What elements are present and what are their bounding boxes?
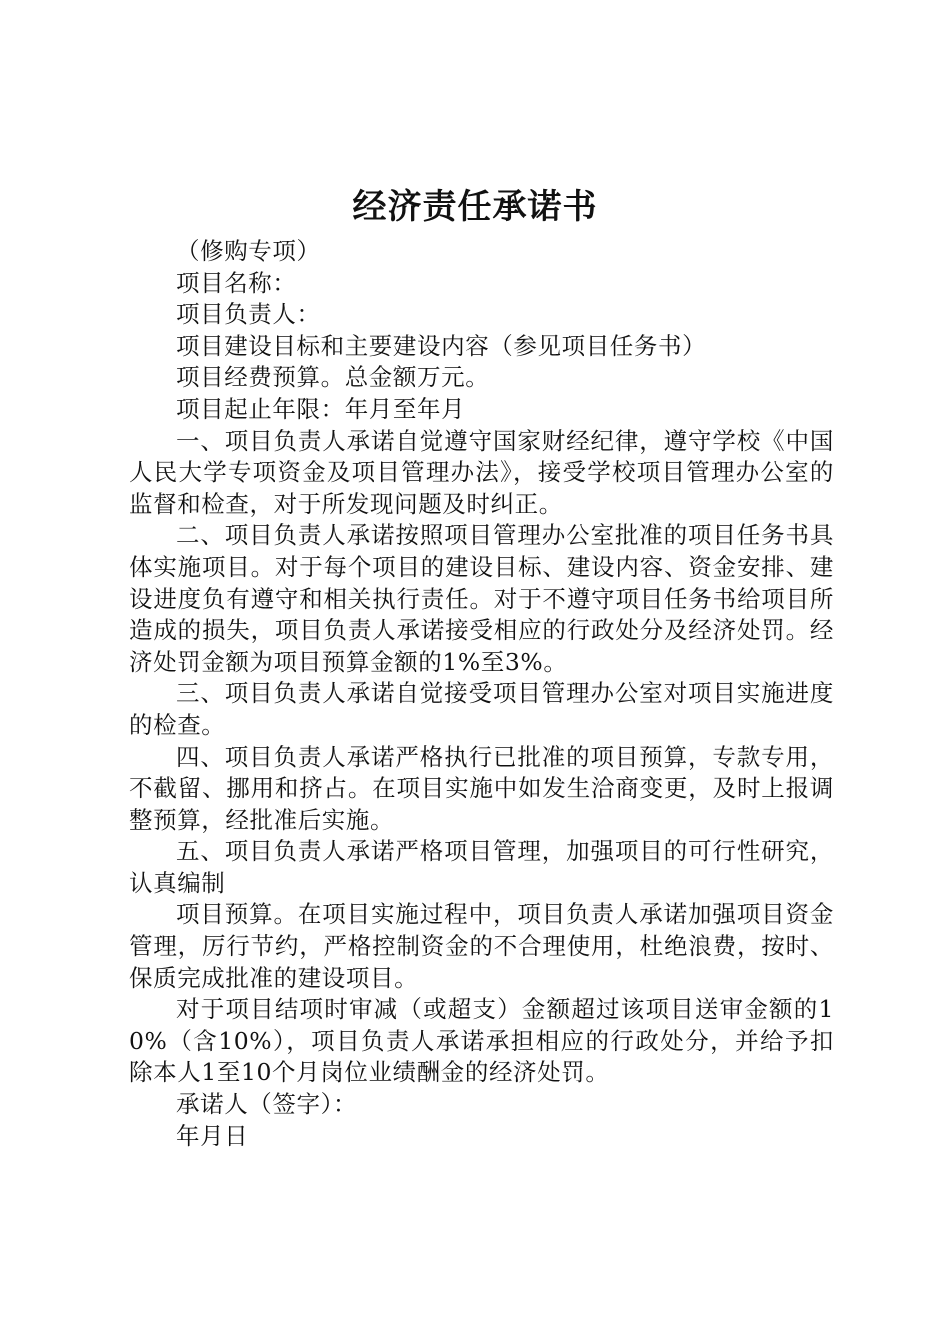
project-leader-field: 项目负责人：: [176, 300, 321, 329]
document-body: [129, 236, 834, 1152]
project-name-field: 项目名称：: [176, 268, 297, 297]
commitment-clause-2: 二、项目负责人承诺按照项目管理办公室批准的项目任务书具体实施项目。对于每个项目的建设目标、建设内容、资金安排、建设进度负有遵守和相关执行责任。对于不遵守项目任务书给项目所造成的损失，项目负责人承诺接受相应的行政处分及经济处罚。经济处罚金额为项目预算金额的1%至3%。: [129, 521, 834, 676]
commitment-clause-3: 三、项目负责人承诺自觉接受项目管理办公室对项目实施进度的检查。: [129, 679, 834, 739]
commitment-clause-penalty: 对于项目结项时审减（或超支）金额超过该项目送审金额的10%（含10%），项目负责人承诺承担相应的行政处分，并给予扣除本人1至10个月岗位业绩酬金的经济处罚。: [129, 995, 834, 1087]
project-period-field: 项目起止年限：年月至年月: [176, 394, 466, 423]
commitment-clause-4: 四、项目负责人承诺严格执行已批准的项目预算，专款专用，不截留、挪用和挤占。在项目实施中如发生洽商变更，及时上报调整预算，经批准后实施。: [129, 742, 834, 834]
project-goals-field: 项目建设目标和主要建设内容（参见项目任务书）: [176, 331, 707, 360]
date-field: 年月日: [176, 1121, 249, 1150]
commitment-clause-5: 五、项目负责人承诺严格项目管理，加强项目的可行性研究，认真编制: [129, 837, 834, 897]
project-category: （修购专项）: [176, 237, 321, 265]
project-budget-field: 项目经费预算。总金额万元。: [176, 363, 490, 392]
document-title: 经济责任承诺书: [352, 187, 598, 227]
commitment-clause-1: 一、项目负责人承诺自觉遵守国家财经纪律，遵守学校《中国人民大学专项资金及项目管理办法》，接受学校项目管理办公室的监督和检查，对于所发现问题及时纠正。: [129, 426, 834, 518]
signature-field: 承诺人（签字）：: [176, 1090, 358, 1119]
commitment-clause-5-continued: 项目预算。在项目实施过程中，项目负责人承诺加强项目资金管理，厉行节约，严格控制资金的不合理使用，杜绝浪费，按时、保质完成批准的建设项目。: [129, 900, 834, 992]
